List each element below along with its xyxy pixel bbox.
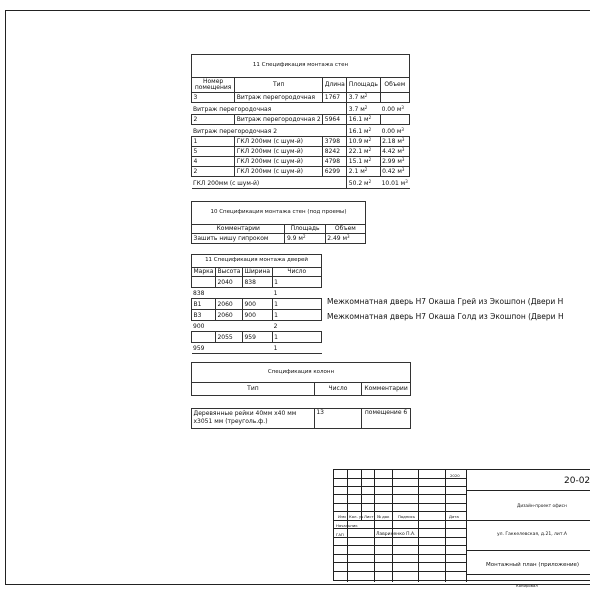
stamp-col-sign: Подпись (398, 514, 416, 519)
cell-height: 2060 (215, 310, 242, 321)
stamp-col-date: Дата (449, 514, 459, 519)
title-block-stamp (333, 469, 590, 588)
cell-area: 15.1 $м^2$ (347, 157, 380, 167)
cell-width (242, 321, 272, 332)
cell-type: ГКЛ 200мм (с шум-й) (235, 157, 323, 167)
col-volume: Объем (325, 225, 365, 234)
cell-type: Деревянные рейки 40мм х40 мм х3051 мм (треуголь.ф.) (192, 409, 315, 429)
cell-length: 5964 (323, 115, 347, 125)
columns-title: Спецификация колонн (192, 363, 411, 383)
col-room: Номер помещения (192, 78, 235, 93)
table-row (192, 288, 322, 299)
table-row (192, 343, 322, 354)
col-count: Число (272, 268, 321, 277)
cell-type: ГКЛ 200мм (с шум-й) (235, 147, 323, 157)
cell-width: 900 (242, 299, 272, 310)
cell-area: 2.1 $м^2$ (347, 167, 380, 177)
cell-volume (380, 93, 409, 103)
cell-type: ГКЛ 200мм (с шум-й) (235, 167, 323, 177)
cell-type: Витраж перегородочная (235, 93, 323, 103)
cell-comment: Зашить нишу гипроком (192, 234, 285, 244)
col-width: Ширина (244, 268, 271, 275)
col-mark: Марка (193, 268, 214, 275)
table-row (192, 115, 410, 125)
table-row (192, 277, 322, 288)
col-count: Число (314, 383, 361, 396)
doors-spec-table (191, 254, 322, 354)
table-row (192, 167, 410, 177)
stamp-code: 20-02 (564, 476, 590, 486)
door-note-1: Межкомнатная дверь Н7 Окаша Грей из Экошпон (Двери Н (327, 297, 564, 306)
cell-mark (192, 277, 216, 288)
cell-count: 1 (272, 332, 321, 343)
cell-width (242, 288, 272, 299)
cell-length: 3798 (323, 137, 347, 147)
cell-count: 13 (314, 409, 361, 429)
cell-mark: В1 (192, 299, 216, 310)
table-row (192, 321, 322, 332)
cell-room: Витраж перегородочная 2 (192, 125, 347, 137)
cell-area: 16.1 $м^2$ (347, 125, 380, 137)
cell-count: 1 (272, 310, 321, 321)
cell-height (215, 343, 242, 354)
cell-height: 2055 (215, 332, 242, 343)
cell-room: 3 (192, 93, 235, 103)
table-row (192, 299, 322, 310)
cell-length: 4798 (323, 157, 347, 167)
col-comment: Комментарии (192, 225, 285, 234)
cell-area: 3.7 $м^2$ (347, 93, 380, 103)
table-row (192, 103, 410, 115)
stamp-address: ул. Гаккелевская, д.21, лит.А (497, 532, 567, 537)
stamp-col-ndoc: № док (377, 514, 390, 519)
cell-width: 900 (242, 310, 272, 321)
table-row (192, 234, 366, 244)
stamp-name: Лавриненко П.А. (376, 532, 416, 537)
cell-room: 2 (192, 167, 235, 177)
table-row (192, 137, 410, 147)
stamp-role-1: Начальник (336, 523, 358, 528)
stamp-project: Дизайн-проект офисн (517, 504, 567, 509)
walls-title: 11 Спецификация монтажа стен (192, 55, 410, 78)
cell-length: 6299 (323, 167, 347, 177)
cell-volume (380, 115, 409, 125)
cell-width: 838 (242, 277, 272, 288)
stamp-sheet-title: Монтажный план (приложение) (486, 562, 580, 568)
cell-area: 9.9 $м^2$ (285, 234, 325, 244)
col-type: Тип (235, 78, 323, 93)
cell-volume: 0.00 $м^3$ (380, 103, 409, 115)
col-height: Высота (217, 268, 241, 275)
cell-volume: 2.99 $м^3$ (380, 157, 409, 167)
cell-mark: 838 (192, 288, 216, 299)
cell-room: 2 (192, 115, 235, 125)
table-row (192, 177, 410, 189)
table-row (192, 147, 410, 157)
cell-mark: В3 (192, 310, 216, 321)
cell-area: 22.1 $м^2$ (347, 147, 380, 157)
table-row (192, 409, 411, 429)
cell-count: 1 (272, 277, 321, 288)
cell-volume: 0.00 $м^3$ (380, 125, 409, 137)
stamp-col-list: Лист (364, 514, 374, 519)
col-area: Площадь (347, 78, 380, 93)
cell-room: ГКЛ 200мм (с шум-й) (192, 177, 347, 189)
cell-area: 3.7 $м^2$ (347, 103, 380, 115)
cell-room: 4 (192, 157, 235, 167)
cell-mark (192, 332, 216, 343)
columns-spec-table (191, 362, 411, 429)
stamp-col-izm: Изм (338, 514, 346, 519)
cell-length: 1767 (323, 93, 347, 103)
stamp-col-kol: Кол. уч (349, 514, 364, 519)
col-length: Длина (323, 78, 347, 93)
table-row (192, 157, 410, 167)
cell-volume: 10.01 $м^3$ (380, 177, 409, 189)
cell-height (215, 288, 242, 299)
stamp-year: 2020 (450, 473, 460, 478)
cell-room: 5 (192, 147, 235, 157)
col-type: Тип (192, 383, 315, 396)
door-note-2: Межкомнатная дверь Н7 Окаша Голд из Экошпон (Двери Н (327, 312, 564, 321)
col-area: Площадь (285, 225, 325, 234)
cell-count: 1 (272, 288, 321, 299)
cell-height: 2040 (215, 277, 242, 288)
cell-area: 50.2 $м^2$ (347, 177, 380, 189)
table-row (192, 125, 410, 137)
cell-count: 1 (272, 343, 321, 354)
table-row (192, 93, 410, 103)
cell-length: 8242 (323, 147, 347, 157)
cell-count: 1 (272, 299, 321, 310)
walls2-spec-table (191, 201, 366, 244)
cell-volume: 2.49 $м^3$ (325, 234, 365, 244)
table-row (192, 310, 322, 321)
cell-area: 16.1 $м^2$ (347, 115, 380, 125)
cell-type: Витраж перегородочная 2 (236, 116, 321, 123)
cell-width (242, 343, 272, 354)
cell-width: 959 (242, 332, 272, 343)
cell-mark: 900 (192, 321, 216, 332)
table-row (192, 332, 322, 343)
cell-mark: 959 (192, 343, 216, 354)
cell-type: ГКЛ 200мм (с шум-й) (235, 137, 323, 147)
doors-title: 11 Спецификация монтажа дверей (192, 255, 322, 268)
cell-count: 2 (272, 321, 321, 332)
cell-comment: помещение 6 (362, 409, 411, 429)
walls-spec-table (191, 54, 410, 189)
walls2-title: 10 Спецификация монтажа стен (под проемы) (192, 202, 366, 225)
stamp-bottom: Копировал (516, 583, 538, 588)
stamp-role-2: ГАП (336, 532, 344, 537)
cell-volume: 2.18 $м^3$ (380, 137, 409, 147)
cell-volume: 0.42 $м^3$ (380, 167, 409, 177)
col-volume: Объем (380, 78, 409, 93)
cell-room: 1 (192, 137, 235, 147)
cell-area: 10.9 $м^2$ (347, 137, 380, 147)
cell-volume: 4.42 $м^3$ (380, 147, 409, 157)
cell-height (215, 321, 242, 332)
cell-room: Витраж перегородочная (192, 103, 347, 115)
col-comment: Комментарии (362, 383, 411, 396)
cell-height: 2060 (215, 299, 242, 310)
